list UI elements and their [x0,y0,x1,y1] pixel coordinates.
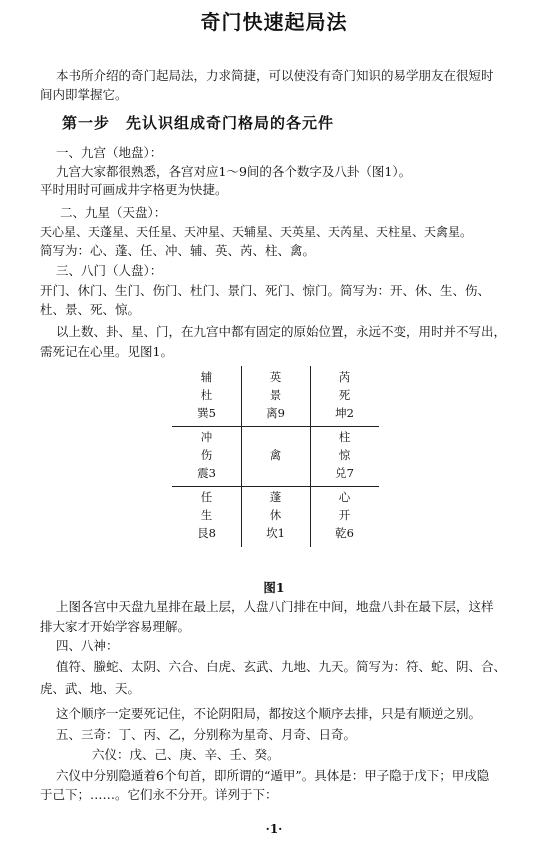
palace-label: 兑7 [335,466,354,480]
palace-kun [310,368,379,428]
section2-heading: 二、九星（天盘）： [60,205,167,220]
page-title: 奇门快速起局法 [200,10,348,34]
page-number: ·1· [265,822,283,836]
door-label: 开 [338,508,351,522]
section4-line-2: 虎、武、地、天。 [40,681,141,696]
star-label: 柱 [338,430,351,444]
star-label: 蓬 [269,490,282,504]
section3-heading: 三、八门（人盘）： [56,263,163,278]
palace-gen [172,488,241,548]
paragraph2-line-2: 排大家才开始学容易理解。 [40,619,191,634]
palace-label: 震3 [197,466,216,480]
section2-line-2: 简写为：心、蓬、任、冲、辅、英、芮、柱、禽。 [40,243,316,258]
palace-xun [172,368,241,428]
star-label: 芮 [338,370,351,384]
center-spacer [241,428,310,446]
section4-line-1: 值符、螣蛇、太阴、六合、白虎、玄武、九地、九天。简写为：符、蛇、阴、合、 [56,659,507,674]
palace-dui [310,428,379,488]
door-label: 伤 [200,448,213,462]
figure-caption: 图1 [263,580,285,595]
palace-label: 坎1 [266,526,285,540]
star-label: 英 [269,370,282,384]
paragraph4-line-2: 于己下；……。它们永不分开。详列于下： [40,787,278,802]
palace-label [241,464,310,482]
section4-heading: 四、八神： [56,638,119,653]
door-label: 死 [338,388,351,402]
section1-heading: 一、九宫（地盘）： [56,145,163,160]
section3-line-1: 开门、休门、生门、伤门、杜门、景门、死门、惊门。简写为：开、休、生、伤、 [40,283,491,298]
section2-line-1: 天心星、天蓬星、天任星、天冲星、天辅星、天英星、天芮星、天柱星、天禽星。 [40,225,473,239]
palace-label: 艮8 [197,526,216,540]
paragraph1-line-2: 需死记在心里。见图1。 [40,344,173,359]
palace-label: 离9 [266,406,285,420]
palace-kan [241,488,310,548]
section1-line-1: 九宫大家都很熟悉，各宫对应1～9间的各个数字及八卦（图1）。 [56,164,412,179]
star-label: 冲 [200,430,213,444]
section3-line-2: 杜、景、死、惊。 [40,302,141,317]
palace-center [241,428,310,488]
paragraph4-line-1: 六仪中分别隐遁着6个旬首，即所谓的“遁甲”。具体是：甲子隐于戊下；甲戌隐 [56,768,490,783]
palace-label: 乾6 [335,526,354,540]
palace-li [241,368,310,428]
door-label: 休 [269,508,282,522]
star-label: 辅 [200,370,213,384]
palace-label: 巽5 [197,406,216,420]
intro-line-2: 间内即掌握它。 [40,87,128,102]
section1-line-2: 平时用时可画成井字格更为快捷。 [40,182,228,197]
paragraph2-line-1: 上图各宫中天盘九星排在最上层，人盘八门排在中间，地盘八卦在最下层，这样 [56,599,494,614]
door-label: 杜 [200,388,213,402]
palace-qian [310,488,379,548]
door-label: 惊 [338,448,351,462]
intro-line-1: 本书所介绍的奇门起局法，力求简捷，可以使没有奇门知识的易学朋友在很短时 [56,68,494,83]
star-label: 禽 [269,448,282,462]
star-label: 心 [338,490,351,504]
door-label: 生 [200,508,213,522]
star-label: 任 [200,490,213,504]
palace-label: 坤2 [335,406,354,420]
section5-heading: 五、三奇：丁、丙、乙，分别称为星奇、月奇、日奇。 [56,727,357,742]
nine-palace-grid [172,366,379,547]
paragraph3: 这个顺序一定要死记住，不论阴阳局，都按这个顺序去排，只是有顺逆之别。 [56,706,482,721]
step1-heading: 第一步 先认识组成奇门格局的各元件 [62,114,335,132]
door-label: 景 [269,388,282,402]
palace-zhen [172,428,241,488]
liuyi-line: 六仪：戊、己、庚、辛、壬、癸。 [92,747,280,762]
paragraph1-line-1: 以上数、卦、星、门，在九宫中都有固定的原始位置，永远不变，用时并不写出， [56,324,507,339]
